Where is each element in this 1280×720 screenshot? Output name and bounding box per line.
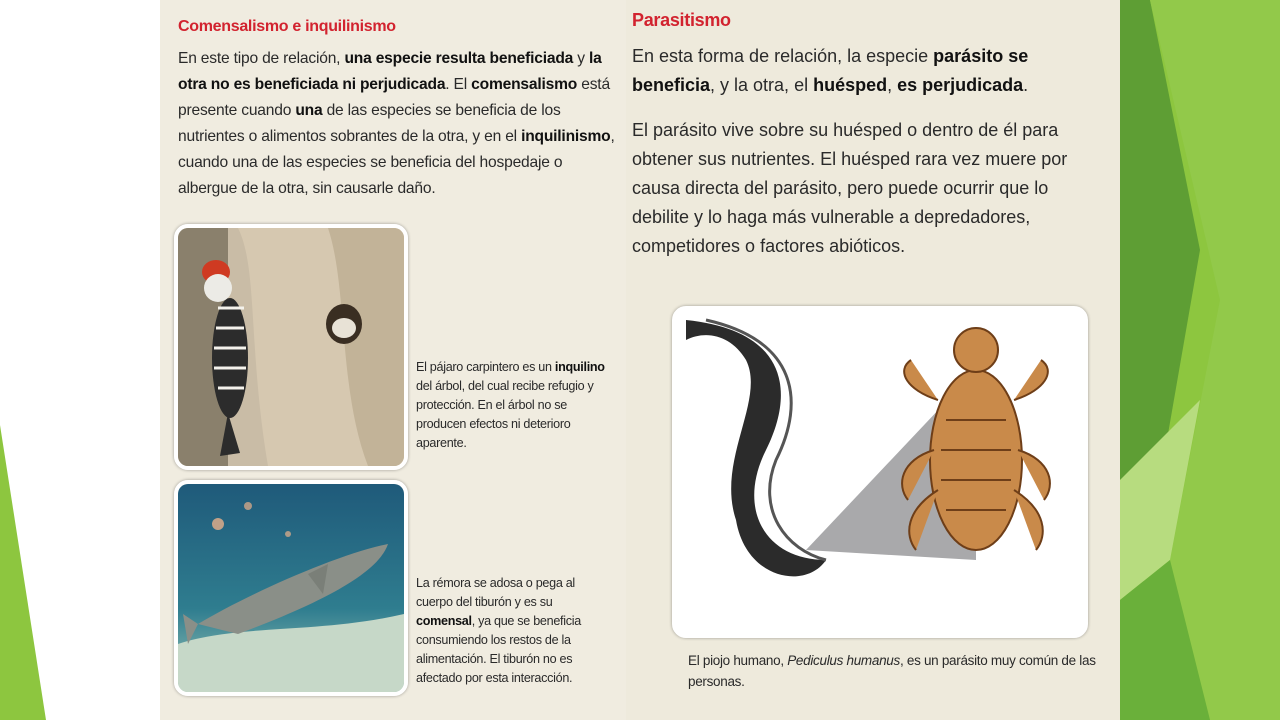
right-textbook-page	[626, 0, 1120, 720]
woodpecker-caption: El pájaro carpintero es un inquilino del árbol, del cual recibe refugio y protección. En el árbol no se producen efectos ni deterioro aparente.	[416, 360, 605, 450]
louse-caption: El piojo humano, Pediculus humanus, es un parásito muy común de las personas.	[688, 653, 1096, 689]
comensalismo-title: Comensalismo e inquilinismo	[178, 18, 396, 35]
comensalismo-paragraph: En este tipo de relación, una especie resulta beneficiada y la otra no es beneficiada ni perjudicada. El comensalismo está presente cuando una de las especies se beneficia de los nutrientes o alimentos sobrantes de la otra, y en el inquilinismo, cuando una de las especies se beneficia del hospedaje o albergue de la otra, sin causarle daño.	[178, 50, 615, 197]
parasitismo-paragraph-2: El parásito vive sobre su huésped o dentro de él para obtener sus nutrientes. El huésped rara vez muere por causa directa del parásito, pero puede ocurrir que lo debilite y lo haga más vulnerable a depredadores, competidores o factores abióticos.	[632, 120, 1068, 256]
shark-remora-photo	[174, 480, 408, 696]
shark-caption: La rémora se adosa o pega al cuerpo del tiburón y es su comensal, ya que se beneficia consumiendo los restos de la alimentación. El tiburón no es afectado por esta interacción.	[416, 576, 581, 685]
woodpecker-photo	[174, 224, 408, 470]
left-green-triangle	[0, 425, 46, 720]
louse-illustration	[672, 306, 1088, 638]
parasitismo-title: Parasitismo	[632, 10, 731, 30]
parasitismo-paragraph-1: En esta forma de relación, la especie parásito se beneficia, y la otra, el huésped, es perjudicada.	[632, 46, 1029, 95]
left-textbook-page	[160, 0, 626, 720]
